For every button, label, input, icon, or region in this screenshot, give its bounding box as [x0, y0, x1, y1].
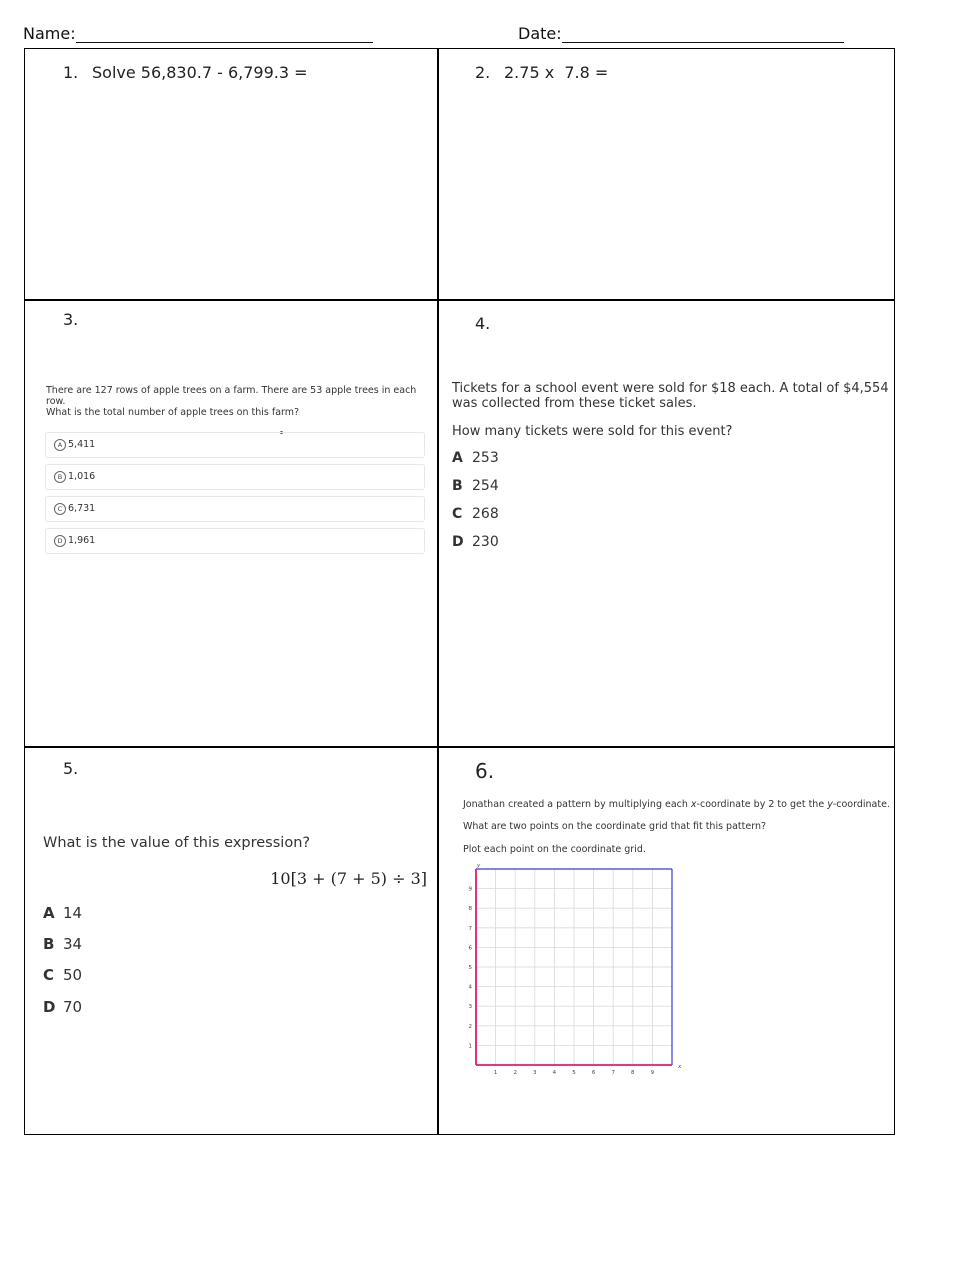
- math-expression: 10[3 + (7 + 5) ÷ 3]: [270, 869, 427, 888]
- y-tick-label: 7: [468, 925, 472, 932]
- question-3-stem: There are 127 rows of apple trees on a farm. There are 53 apple trees in each row.: [46, 385, 417, 407]
- option-d-value: 70: [63, 998, 83, 1016]
- option-b-badge: B: [54, 471, 66, 483]
- option-a-letter: A: [452, 450, 463, 466]
- stem-text: Jonathan created a pattern by multiplying each: [463, 799, 691, 810]
- y-tick-label: 4: [468, 984, 472, 991]
- question-3-prompt: What is the total number of apple trees on this farm?: [46, 407, 300, 418]
- worksheet-grid: [24, 48, 895, 1135]
- x-tick-label: 9: [650, 1070, 655, 1076]
- option-c-value: 268: [472, 506, 499, 522]
- question-4-stem: Tickets for a school event were sold for $18 each. A total of $4,554: [452, 381, 889, 396]
- answer-option-a[interactable]: [43, 904, 82, 922]
- y-tick-label: 9: [468, 886, 472, 893]
- answer-option-b[interactable]: [45, 464, 425, 490]
- y-axis-label: y: [477, 863, 481, 869]
- question-2-number: 2.: [475, 63, 491, 82]
- x-tick-label: 3: [533, 1070, 537, 1076]
- question-3-cell: [25, 300, 437, 746]
- y-tick-label: 6: [468, 945, 472, 952]
- answer-option-c[interactable]: [452, 506, 499, 522]
- option-a-value: 253: [472, 450, 499, 466]
- option-d-badge: D: [54, 535, 66, 547]
- answer-option-b[interactable]: [43, 935, 82, 953]
- y-tick-label: 3: [468, 1004, 472, 1011]
- question-1-text: Solve 56,830.7 - 6,799.3 =: [92, 63, 308, 82]
- x-tick-label: 1: [493, 1070, 498, 1076]
- option-d-letter: D: [43, 998, 56, 1016]
- x-tick-label: 2: [513, 1070, 517, 1076]
- option-b-value: 1,016: [68, 471, 96, 482]
- question-4-cell: [438, 300, 894, 746]
- date-label: Date:: [518, 24, 562, 43]
- name-field[interactable]: [23, 24, 373, 43]
- question-1-cell: [25, 49, 437, 299]
- answer-option-a[interactable]: [452, 450, 499, 466]
- question-2-cell: [438, 49, 894, 299]
- y-tick-label: 8: [468, 906, 472, 913]
- option-a-badge: A: [54, 439, 66, 451]
- question-6-number: 6.: [475, 759, 495, 783]
- question-6-instruction: Plot each point on the coordinate grid.: [463, 844, 646, 855]
- question-5-cell: [25, 747, 437, 1135]
- option-d-value: 230: [472, 534, 499, 550]
- y-tick-label: 2: [468, 1023, 472, 1030]
- date-field[interactable]: [518, 24, 844, 43]
- coordinate-grid[interactable]: [460, 863, 690, 1089]
- x-tick-label: 4: [552, 1070, 557, 1076]
- question-6-stem: [463, 799, 890, 810]
- x-tick-label: 5: [572, 1070, 576, 1076]
- question-4-prompt: How many tickets were sold for this event?: [452, 424, 733, 439]
- y-tick-label: 1: [468, 1043, 472, 1050]
- answer-option-d[interactable]: [452, 534, 499, 550]
- question-6-prompt: What are two points on the coordinate grid that fit this pattern?: [463, 821, 767, 832]
- name-label: Name:: [23, 24, 76, 43]
- name-line[interactable]: [76, 28, 373, 43]
- option-c-badge: C: [54, 503, 66, 515]
- option-c-letter: C: [43, 966, 55, 984]
- stem-var-y: y: [827, 799, 833, 810]
- option-b-letter: B: [43, 935, 55, 953]
- answer-option-d[interactable]: [45, 528, 425, 554]
- option-a-letter: A: [43, 904, 55, 922]
- question-6-cell: [438, 747, 894, 1135]
- option-a-value: 14: [63, 904, 83, 922]
- x-tick-label: 7: [611, 1070, 615, 1076]
- stem-var-x: x: [690, 799, 697, 810]
- question-3-number: 3.: [63, 310, 79, 329]
- option-d-value: 1,961: [68, 535, 96, 546]
- question-1-number: 1.: [63, 63, 79, 82]
- x-tick-label: 6: [591, 1070, 596, 1076]
- y-tick-label: 5: [468, 965, 472, 971]
- option-b-value: 34: [63, 935, 83, 953]
- question-5-number: 5.: [63, 759, 79, 778]
- answer-option-c[interactable]: [45, 496, 425, 522]
- stem-text: -coordinate by 2 to get the: [696, 799, 828, 810]
- option-c-value: 50: [63, 966, 83, 984]
- x-tick-label: 8: [631, 1070, 635, 1076]
- answer-option-a[interactable]: [45, 432, 425, 458]
- option-c-value: 6,731: [68, 503, 96, 514]
- question-4-number: 4.: [475, 314, 491, 333]
- answer-option-b[interactable]: [452, 478, 499, 494]
- option-a-value: 5,411: [68, 439, 96, 450]
- x-axis-label: x: [678, 1064, 682, 1070]
- question-4-stem-cont: was collected from these ticket sales.: [452, 396, 697, 411]
- option-b-value: 254: [472, 478, 499, 494]
- option-c-letter: C: [452, 506, 463, 522]
- option-d-letter: D: [452, 534, 464, 550]
- stem-text: -coordinate.: [832, 799, 890, 810]
- answer-option-d[interactable]: [43, 998, 82, 1016]
- question-5-prompt: What is the value of this expression?: [43, 835, 311, 851]
- date-line[interactable]: [562, 28, 844, 43]
- option-b-letter: B: [452, 478, 463, 494]
- answer-option-c[interactable]: [43, 966, 82, 984]
- question-2-text: 2.75 x 7.8 =: [504, 63, 609, 82]
